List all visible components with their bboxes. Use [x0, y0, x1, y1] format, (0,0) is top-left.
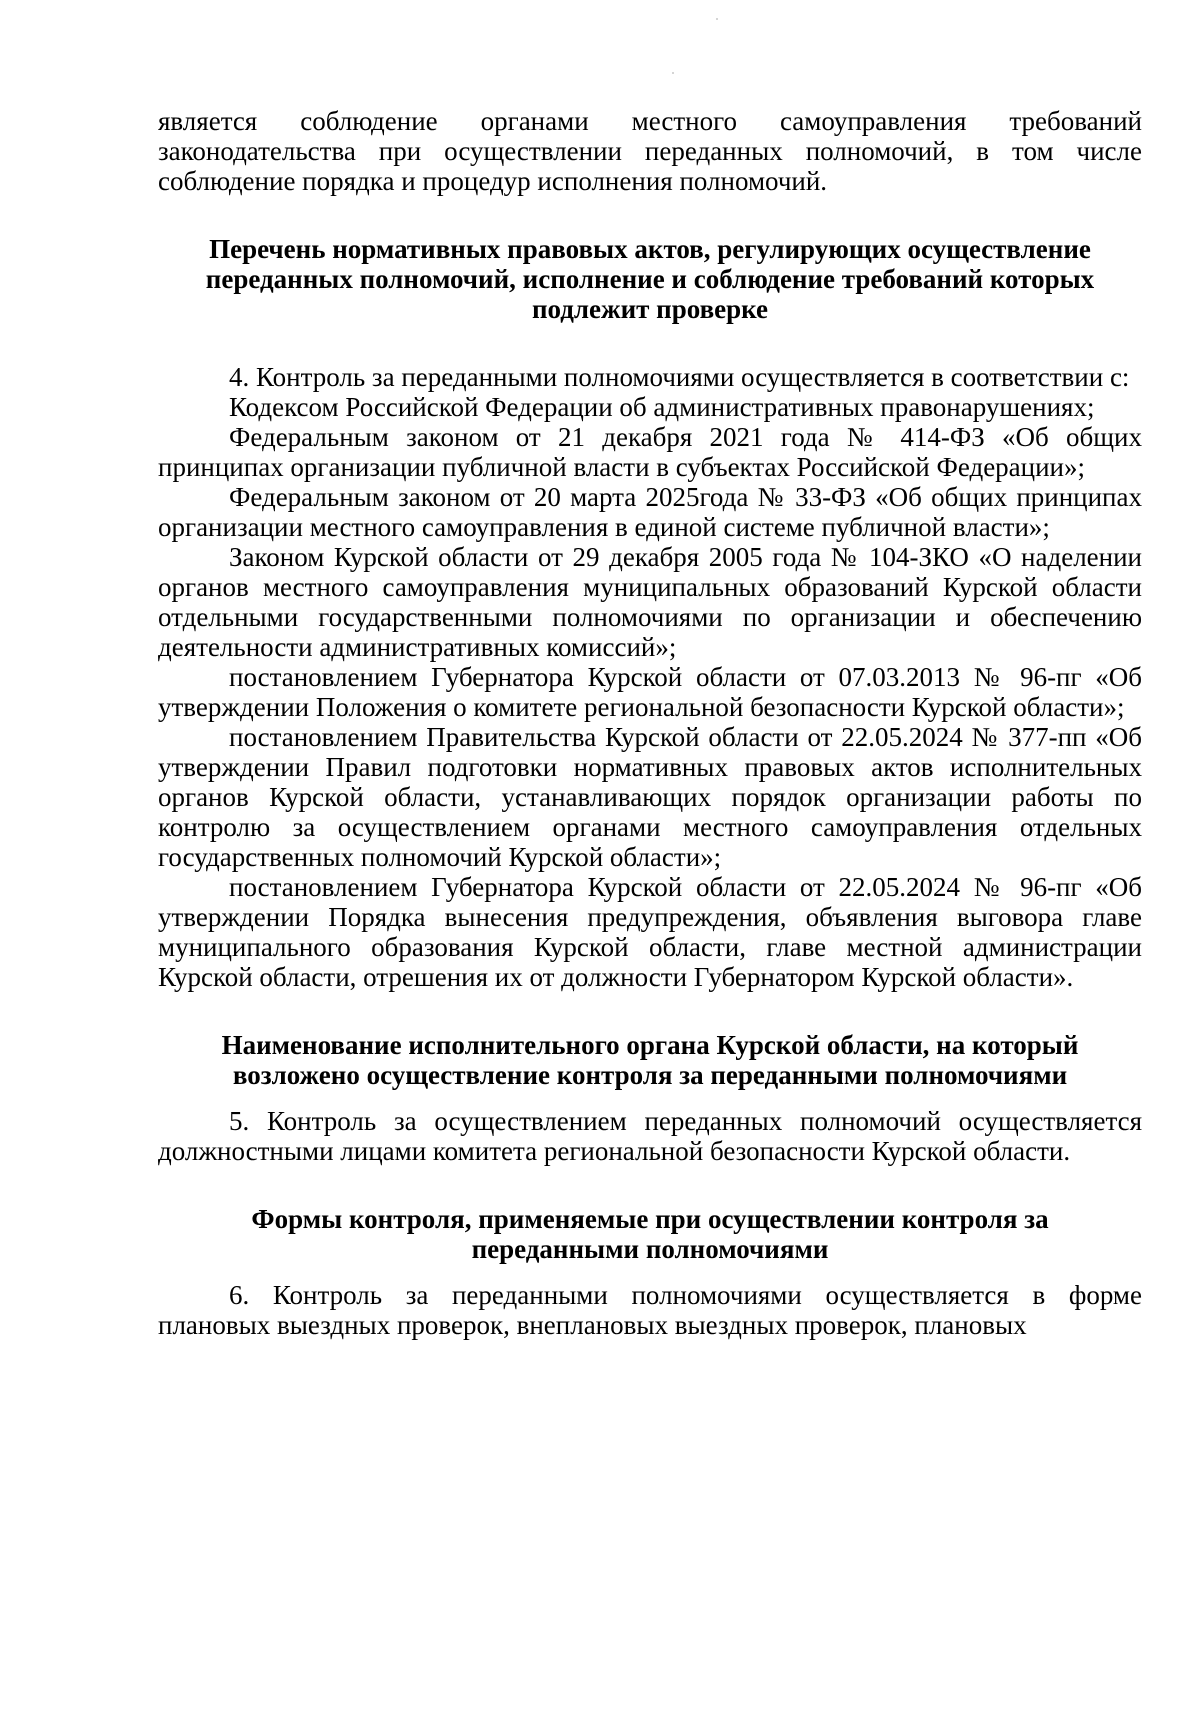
act-item-government-resolution-377: постановлением Правительства Курской области от 22.05.2024 № 377-пп «Об утверждении Правил подготовки нормативных правовых актов исполнительных органов Курской области, устанавливающих порядок организации работы по контролю за осуществлением органами местного самоуправления отдельных государственных полномочий Курской области»; — [158, 722, 1142, 872]
act-item-federal-law-33: Федеральным законом от 20 марта 2025года № 33-ФЗ «Об общих принципах организации местного самоуправления в единой системе публичной власти»; — [158, 482, 1142, 542]
act-item-federal-law-414: Федеральным законом от 21 декабря 2021 года № 414-ФЗ «Об общих принципах организации публичной власти в субъектах Российской Федерации»; — [158, 422, 1142, 482]
intro-paragraph: является соблюдение органами местного самоуправления требований законодательства при осуществлении переданных полномочий, в том числе соблюдение порядка и процедур исполнения полномочий. — [158, 106, 1142, 196]
paragraph-5: 5. Контроль за осуществлением переданных полномочий осуществляется должностными лицами комитета региональной безопасности Курской области. — [158, 1106, 1142, 1166]
heading-legal-acts: Перечень нормативных правовых актов, регулирующих осуществление переданных полномочий, исполнение и соблюдение требований которых подлежит проверке — [205, 234, 1095, 324]
document-body — [158, 106, 1142, 1340]
heading-control-forms: Формы контроля, применяемые при осуществлении контроля за переданными полномочиями — [251, 1204, 1049, 1264]
act-item-governor-resolution-96-2013: постановлением Губернатора Курской области от 07.03.2013 № 96-пг «Об утверждении Положения о комитете региональной безопасности Курской области»; — [158, 662, 1142, 722]
paragraph-4: 4. Контроль за переданными полномочиями осуществляется в соответствии с: — [229, 362, 1130, 392]
scan-speck — [716, 18, 718, 20]
act-item-regional-law-104: Законом Курской области от 29 декабря 2005 года № 104-ЗКО «О наделении органов местного самоуправления муниципальных образований Курской области отдельными государственными полномочиями по организации и обеспечению деятельности административных комиссий»; — [158, 542, 1142, 662]
act-item-administrative-code: Кодексом Российской Федерации об административных правонарушениях; — [229, 392, 1095, 422]
paragraph-6: 6. Контроль за переданными полномочиями осуществляется в форме плановых выездных проверок, внеплановых выездных проверок, плановых — [158, 1280, 1142, 1340]
heading-executive-organ: Наименование исполнительного органа Курской области, на который возложено осуществление контроля за переданными полномочиями — [221, 1030, 1079, 1090]
act-item-governor-resolution-96-2024: постановлением Губернатора Курской области от 22.05.2024 № 96-пг «Об утверждении Порядка вынесения предупреждения, объявления выговора главе муниципального образования Курской области, главе местной администрации Курской области, отрешения их от должности Губернатором Курской области». — [158, 872, 1142, 992]
scan-speck — [672, 72, 674, 74]
